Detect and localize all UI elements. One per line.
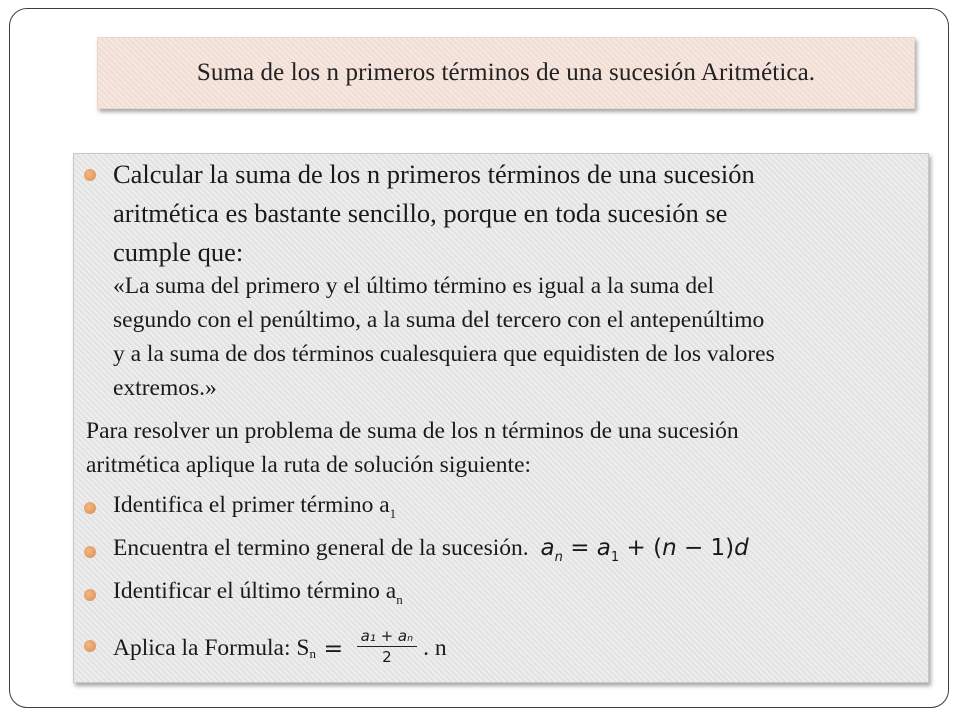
formula-an: a	[540, 535, 555, 561]
formula-eq: =	[562, 535, 597, 561]
step-4-sub: n	[309, 646, 316, 661]
bullet-icon	[84, 502, 96, 514]
intro-line-1: Calcular la suma de los n primeros términos de una sucesión	[113, 159, 755, 189]
step-4-tail: . n	[423, 634, 447, 661]
step-3	[113, 578, 403, 605]
formula-an-sub: n	[554, 550, 563, 565]
title-box	[97, 37, 915, 109]
intro-line-2: aritmética es bastante sencillo, porque en toda sucesión se	[113, 198, 728, 228]
formula-n: n	[662, 535, 677, 561]
formula-a1: a	[596, 535, 611, 561]
step-1-sub: 1	[389, 506, 397, 521]
fraction-denominator: 2	[382, 647, 392, 666]
step-2	[113, 535, 749, 565]
step-3-sub: n	[396, 592, 403, 607]
intro-line-3: cumple que:	[113, 237, 244, 267]
formula-a1-sub: 1	[610, 550, 620, 565]
step-4	[113, 622, 447, 674]
quote-line-3: y a la suma de dos términos cualesquiera que equidisten de los valores	[113, 341, 775, 367]
step-3-text: Identificar el último término a	[113, 578, 397, 604]
formula-d: d	[734, 535, 749, 561]
bullet-icon	[84, 169, 96, 181]
fraction-numerator: a₁ + aₙ	[357, 626, 418, 647]
step-1	[113, 492, 396, 519]
formula-fraction	[357, 626, 418, 667]
step-2-text: Encuentra el termino general de la sucesión.	[113, 535, 529, 561]
step-1-text: Identifica el primer término a	[113, 492, 390, 518]
quote-line-2: segundo con el penúltimo, a la suma del tercero con el antepenúltimo	[113, 307, 765, 333]
bullet-icon	[84, 640, 96, 652]
route-line-1: Para resolver un problema de suma de los n términos de una sucesión	[86, 418, 739, 444]
bullet-icon	[84, 546, 96, 558]
bullet-icon	[84, 589, 96, 601]
quote-line-4: extremos.»	[113, 375, 217, 401]
route-line-2: aritmética aplique la ruta de solución siguiente:	[86, 452, 532, 478]
formula-minus: − 1)	[676, 535, 735, 561]
formula-plus: + (	[619, 535, 663, 561]
quote-line-1: «La suma del primero y el último término es igual a la suma del	[113, 273, 715, 299]
step-4-text: Aplica la Formula: S	[113, 634, 310, 661]
slide-title: Suma de los n primeros términos de una sucesión Aritmética.	[196, 59, 816, 86]
step-4-eq: =	[315, 634, 351, 662]
